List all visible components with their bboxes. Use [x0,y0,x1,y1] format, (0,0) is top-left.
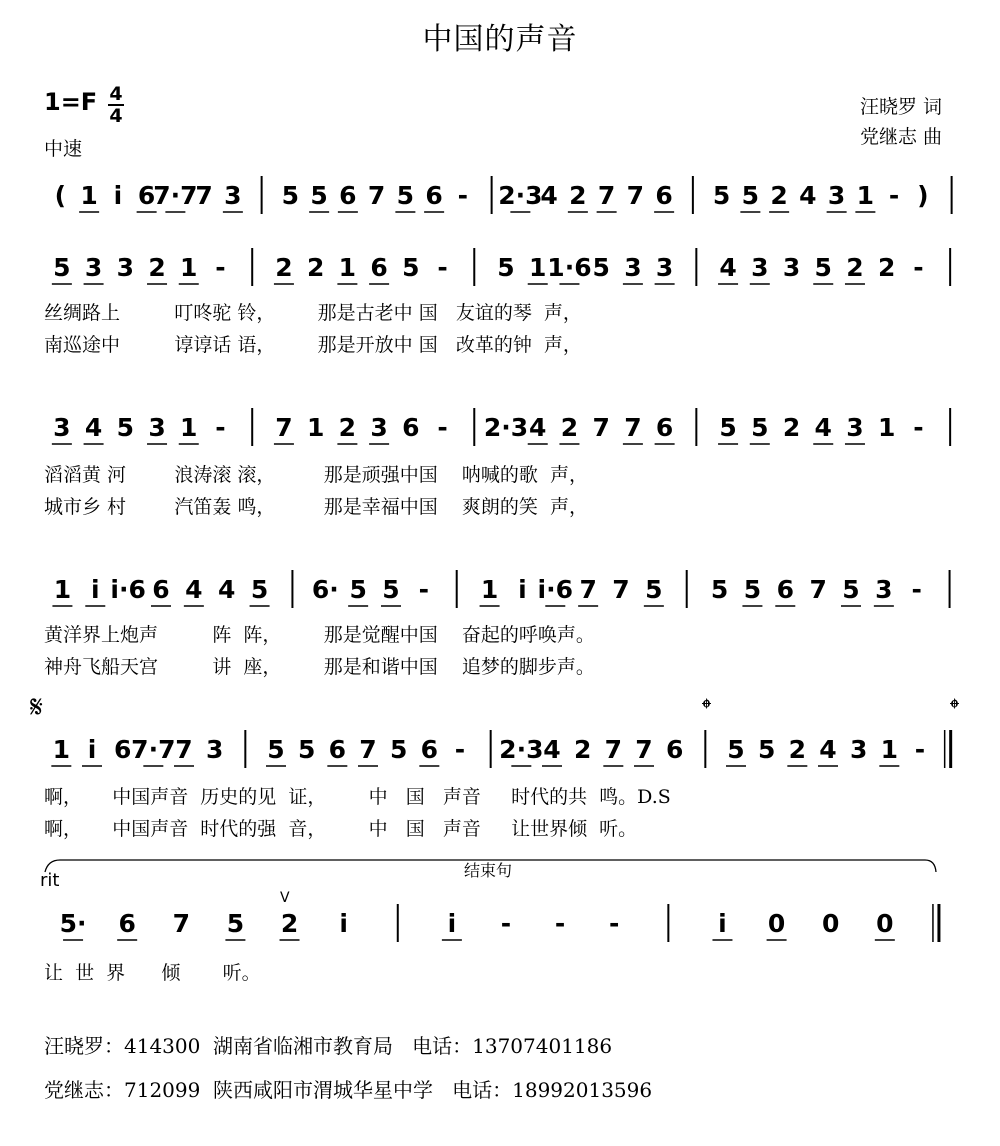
breath-mark: V [280,890,290,906]
note: 6 [655,181,673,210]
note: 2 [788,735,807,764]
lyric-line-5: 黄洋界上炮声 阵 阵， 那是觉醒中国 奋起的呼唤声。 [44,624,595,646]
note: - [914,735,926,764]
note: 7·7 [153,181,198,210]
note: 6 [137,181,156,210]
note: 4 [84,413,103,442]
note: 6· [311,575,339,604]
note: 5 [814,253,832,282]
note: ( [54,181,67,210]
note: 3 [84,253,103,282]
note: 7 [626,181,645,210]
note: 1 [80,181,98,210]
note: 5 [281,181,300,210]
note: 2·3 [499,735,544,764]
note: 4 [719,253,737,282]
lyric-line-4: 城市乡 村 汽笛轰 鸣， 那是幸福中国 爽朗的笑 声， [44,496,588,518]
footer-line-1: 汪晓罗：414300 湖南省临湘市教育局 电话：13707401186 [44,1034,613,1058]
note: - [500,909,512,938]
note: 7 [195,181,213,210]
note: 6 [113,735,132,764]
lyric-line-1: 丝绸路上 叮咚驼 铃， 那是古老中 国 友谊的琴 声， [44,302,582,324]
note: 5 [719,413,737,442]
note: 7 [604,735,623,764]
note: 2 [846,253,864,282]
note: 3 [370,413,388,442]
note: 5 [712,181,731,210]
note: 5 [396,181,415,210]
note: - [609,909,620,938]
rit-marking: rit [40,870,60,891]
note: 1 [180,413,198,442]
note: 3 [116,253,135,282]
note: - [437,413,448,442]
note: 2 [280,909,299,938]
note: 3 [205,735,224,764]
note: 5 [297,735,316,764]
coda-icon-end: 𝄌 [950,694,959,724]
note: i [87,735,97,764]
note: 7 [635,735,653,764]
note: 3 [782,253,801,282]
note: 4 [185,575,203,604]
note: 4 [540,181,558,210]
note: 4 [218,575,236,604]
note: 3 [849,735,868,764]
note: 1 [338,253,357,282]
note: 7·7 [131,735,176,764]
note: 7 [275,413,293,442]
note: 6 [776,575,794,604]
lyric-line-6: 神舟飞船天宫 讲 座， 那是和谐中国 追梦的脚步声。 [44,656,595,678]
note: - [911,575,922,604]
note: 5 [382,575,400,604]
note: i [518,575,527,604]
note: i·6 [537,575,574,604]
note: 6 [152,575,170,604]
note: 3 [148,413,166,442]
note: 2 [569,181,587,210]
note: ) [917,181,929,210]
note: 2 [782,413,801,442]
note: i [718,909,727,938]
note: 5 [743,575,762,604]
note: - [913,413,924,442]
note: 5 [757,735,776,764]
tempo-marking: 中速 [44,138,83,160]
note: 6 [402,413,420,442]
note: 7 [175,735,193,764]
note: 5 [389,735,408,764]
note: 6 [655,413,674,442]
note: 3 [224,181,242,210]
note: 1 [53,575,72,604]
note: 1 [306,413,325,442]
note: - [437,253,448,282]
note: 2 [338,413,357,442]
note: 2 [877,253,896,282]
lyric-line-8: 啊， 中国声音 时代的强 音， 中 国 声音 让世界倾 听。 [44,818,638,840]
note: 2 [306,253,325,282]
note: 6 [420,735,439,764]
note: 4 [814,413,832,442]
note: 7 [592,413,610,442]
note: 5 [497,253,515,282]
note: 5 [402,253,420,282]
note: 5 [741,181,760,210]
note: 3 [846,413,864,442]
song-title: 中国的声音 [422,22,578,57]
note: 3 [827,181,846,210]
note: 7 [597,181,616,210]
note: 3 [655,253,674,282]
note: i·6 [110,575,146,604]
note: 2 [275,253,293,282]
note: 5 [310,181,328,210]
note: 1 [880,735,899,764]
note: - [457,181,469,210]
footer-line-2: 党继志：712099 陕西咸阳市渭城华星中学 电话：18992013596 [44,1078,653,1102]
note: 5 [592,253,610,282]
note: 5 [116,413,135,442]
lyric-line-3: 滔滔黄 河 浪涛滚 滚， 那是顽强中国 呐喊的歌 声， [44,464,588,486]
note: 7 [624,413,642,442]
segno-icon: 𝄋 [30,690,43,725]
note: 1·6 [547,253,592,282]
note: 3 [624,253,642,282]
lyricist-credit: 汪晓罗 词 [860,96,943,118]
note: 7 [612,575,630,604]
note: 5 [349,575,367,604]
note: 2 [573,735,592,764]
note: 6 [425,181,443,210]
note: - [454,735,466,764]
note: 5 [250,575,269,604]
key-signature: 1=F [44,88,98,116]
note: 6 [118,909,136,938]
note: 4 [543,735,561,764]
note: 6 [370,253,388,282]
note: 7 [809,575,827,604]
note: i [90,575,100,604]
note: 5 [645,575,663,604]
note: 2·3 [483,413,529,442]
composer-credit: 党继志 曲 [860,126,943,148]
note: 5 [226,909,245,938]
note: 6 [328,735,347,764]
time-signature-top: 4 [109,83,123,105]
note: 1 [856,181,875,210]
note: i [447,909,457,938]
note: 0 [767,909,786,938]
note: - [888,181,900,210]
note: 5· [59,909,87,938]
note: 0 [876,909,894,938]
note: 5 [751,413,769,442]
note: 7 [359,735,377,764]
lyric-line-7: 啊， 中国声音 历史的见 证， 中 国 声音 时代的共 鸣。D.S [44,786,671,808]
note: - [554,909,566,938]
note: 5 [267,735,285,764]
note: 7 [172,909,190,938]
note: 2 [560,413,579,442]
note: 1 [877,413,896,442]
note: - [215,413,226,442]
time-signature-bottom: 4 [109,105,123,127]
note: 2 [148,253,166,282]
note: 6 [339,181,357,210]
note: 1 [480,575,499,604]
ending-phrase-label: 结束句 [464,861,513,880]
note: 4 [819,735,837,764]
note: - [215,253,226,282]
note: 6 [665,735,684,764]
note: - [418,575,430,604]
note: 1 [180,253,198,282]
note: 2·3 [498,181,543,210]
note: 1 [52,735,71,764]
note: 7 [367,181,386,210]
coda-icon: 𝄌 [702,694,711,724]
note: 0 [822,909,840,938]
note: 3 [751,253,769,282]
note: 5 [710,575,729,604]
note: 5 [53,253,71,282]
note: 4 [529,413,547,442]
lyric-line-9: 让 世 界 倾 听。 [44,962,261,984]
note: i [113,181,123,210]
note: 3 [875,575,893,604]
note: - [913,253,924,282]
note: 7 [579,575,597,604]
note: 5 [842,575,860,604]
note: 4 [799,181,817,210]
lyric-line-2: 南巡途中 谆谆话 语， 那是开放中 国 改革的钟 声， [44,334,582,356]
note: i [339,909,348,938]
note: 5 [727,735,745,764]
note: 3 [53,413,71,442]
note: 1 [529,253,547,282]
note: 2 [770,181,788,210]
